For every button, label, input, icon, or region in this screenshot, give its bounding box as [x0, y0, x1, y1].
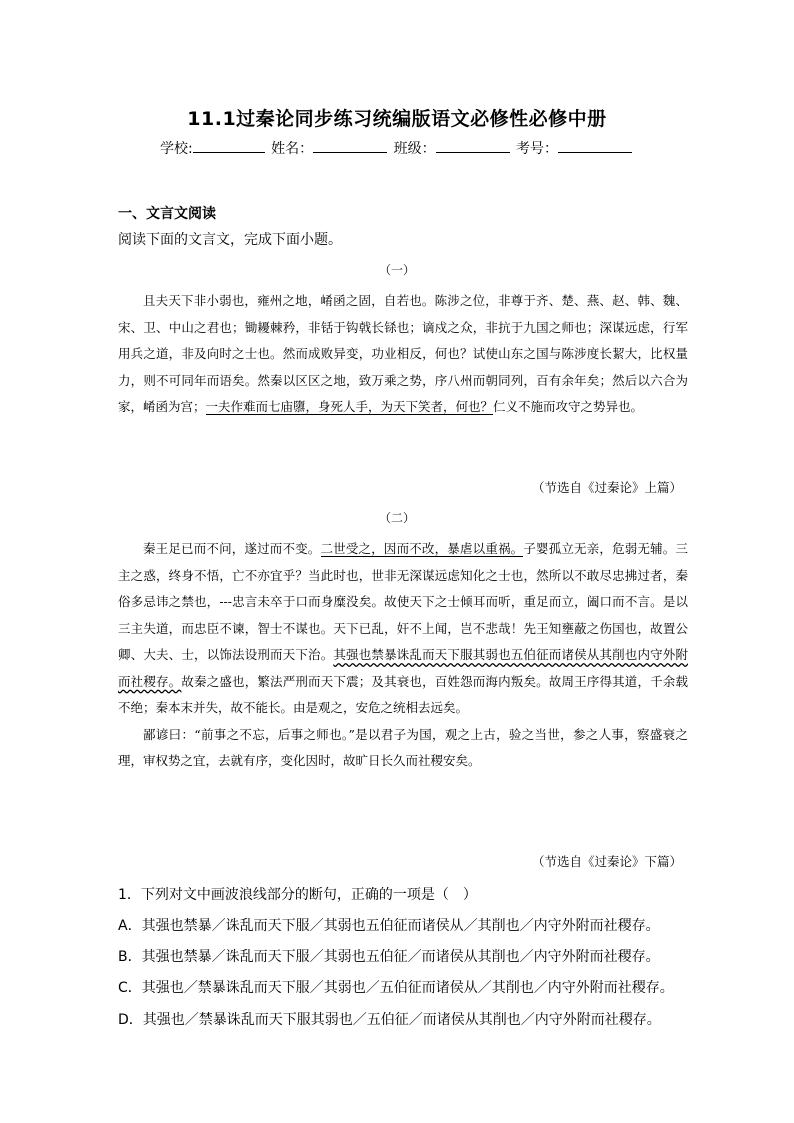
passage1-underlined-sentence: 一夫作难而七庙隳，身死人手，为天下笑者，何也？	[205, 399, 494, 414]
section-title: 一、文言文阅读	[118, 206, 216, 222]
passage2-text-mid: 子婴孤立无亲，危弱无辅。三主之惑，终身不悟，亡不亦宜乎？当此时也，世非无深谋远虑知化之士也，然所以不敢尽忠拂过者，秦俗多忌讳之禁也，---忠言未卒于口而身糜没矣。故使天下之士倾耳而听，重足而立，阖口而不言。是以三主失道，而忠臣不谏，智士不谋也。天下已乱，奸不上闻，岂不悲哉！先王知壅蔽之伤国也，故置公卿、大夫、士，以饰法设刑而天下治。	[118, 541, 688, 662]
class-blank[interactable]	[436, 138, 510, 153]
passage2-paragraph1	[118, 536, 688, 722]
passage1-text-end: 仁义不施而攻守之势异也。	[493, 399, 644, 414]
option-b[interactable]: B．其强也禁暴／诛乱而天下服／其弱也五伯征／而诸侯从其削也／内守外附而社稷存。	[118, 949, 660, 965]
passage1-source: （节选自《过秦论》上篇）	[531, 480, 682, 495]
class-label: 班级：	[393, 141, 436, 157]
option-d[interactable]: D．其强也／禁暴诛乱而天下服其弱也／五伯征／而诸侯从其削也／内守外附而社稷存。	[118, 1012, 661, 1028]
passage2-text-start: 秦王足已而不问，遂过而不变。	[143, 541, 321, 556]
option-c[interactable]: C．其强也／禁暴诛乱而天下服／其弱也／五伯征而诸侯从／其削也／内守外附而社稷存。	[118, 980, 674, 996]
passage2-body	[118, 536, 688, 775]
passage2-underlined-sentence: 二世受之，因而不改，暴虐以重祸。	[320, 541, 524, 556]
passage1-heading: （一）	[378, 263, 415, 277]
student-info-line	[0, 138, 794, 158]
passage2-heading: （二）	[378, 511, 415, 525]
passage1-paragraph	[118, 288, 688, 421]
passage1-body	[118, 288, 688, 421]
school-label: 学校:	[159, 141, 193, 157]
exam-blank[interactable]	[558, 138, 632, 153]
passage2-wavy-sentence: 其强也禁暴诛乱而天下服其弱也五伯征而诸侯从其削也内守外附而社稷存。	[118, 647, 688, 689]
name-label: 姓名：	[271, 141, 314, 157]
passage1-text: 且夫天下非小弱也，雍州之地，崤函之固，自若也。陈涉之位，非尊于齐、楚、燕、赵、韩、魏、宋、卫、中山之君也；锄耰棘矜，非铦于钩戟长铩也；谪戍之众，非抗于九国之师也；深谋远虑，行军用兵之道，非及向时之士也。然而成败异变，功业相反，何也？试使山东之国与陈涉度长絜大，比权量力，则不可同年而语矣。然秦以区区之地，致万乘之势，序八州而朝同列，百有余年矣；然后以六合为家，崤函为宫；	[118, 293, 688, 414]
exam-label: 考号：	[516, 141, 559, 157]
document-title: 11.1过秦论同步练习统编版语文必修性必修中册	[187, 108, 607, 130]
passage2-source: （节选自《过秦论》下篇）	[531, 854, 682, 869]
school-blank[interactable]	[193, 138, 265, 153]
option-a[interactable]: A．其强也禁暴／诛乱而天下服／其弱也五伯征而诸侯从／其削也／内守外附而社稷存。	[118, 918, 660, 934]
question-stem: 1．下列对文中画波浪线部分的断句，正确的一项是（ ）	[118, 887, 477, 903]
passage2-paragraph2: 鄙谚曰：“前事之不忘，后事之师也。”是以君子为国，观之上古，验之当世，参之人事，察盛衰之理，审权势之宜，去就有序，变化因时，故旷日长久而社稷安矣。	[118, 726, 688, 768]
passage2-text-end: 故秦之盛也，繁法严刑而天下震；及其衰也，百姓怨而海内叛矣。故周王序得其道，千余载不绝；秦本末并失，故不能长。由是观之，安危之统相去远矣。	[118, 673, 688, 715]
name-blank[interactable]	[313, 138, 387, 153]
section-intro: 阅读下面的文言文，完成下面小题。	[118, 232, 342, 248]
